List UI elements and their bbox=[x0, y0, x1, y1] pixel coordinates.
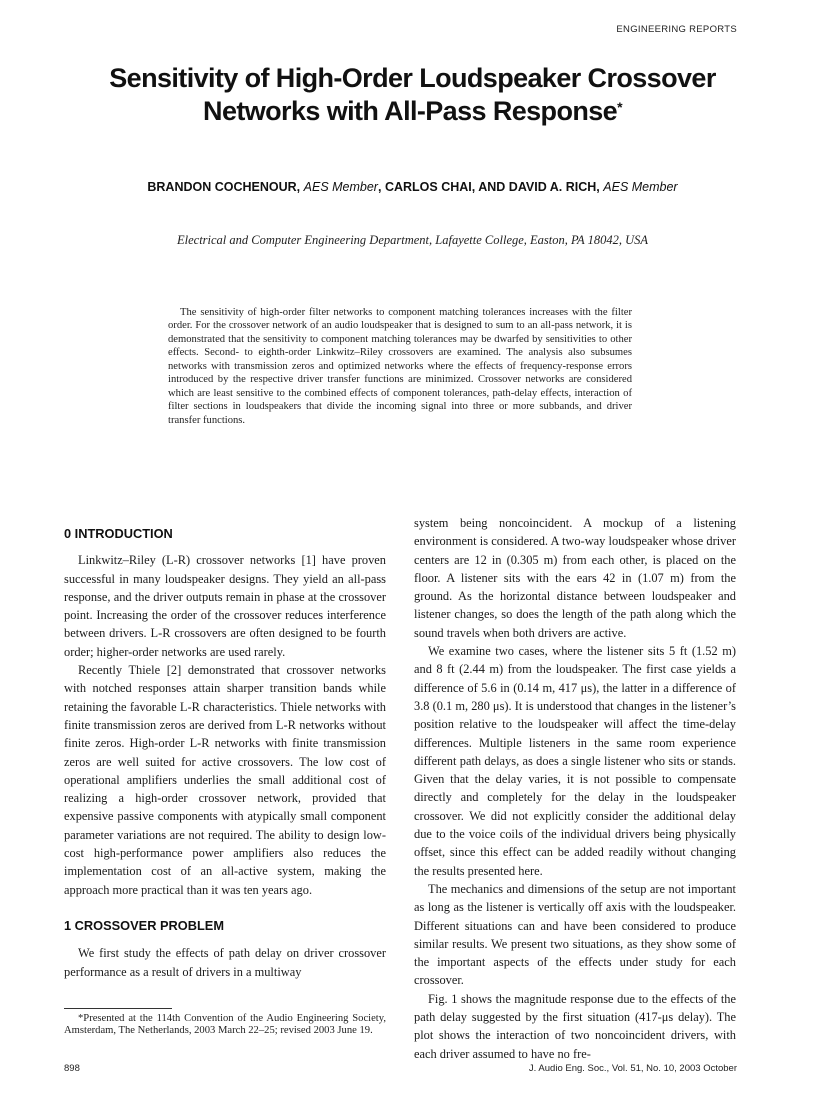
right-column bbox=[414, 514, 736, 1063]
author-3-membership: AES Member bbox=[603, 180, 678, 194]
right-paragraph-1: system being noncoincident. A mockup of a listening environment is considered. A two-way loudspeaker whose driver centers are 12 in (0.305 m) from each other, is placed on the floor. A listener sits with the ears 42 in (1.07 m) from the ground. As the horizontal distance between loudspeaker and listener changes, so does the length of the path along which the sound travels when both drivers are active. bbox=[414, 516, 736, 640]
section-heading-introduction: 0 INTRODUCTION bbox=[64, 526, 173, 541]
intro-paragraph-2: Recently Thiele [2] demonstrated that crossover networks with notched responses attain sharper transition bands while retaining the favorable L-R characteristics. Thiele networks with finite transmission zeros are derived from L-R networks without finite zeros. High-order L-R networks with finite transmission zeros are well suited for active crossovers. The low cost of operational amplifiers underlies the small additional cost of realizing a high-order crossover network, provided that expensive passive components with atypically small component parameter variations are not required. The ability to design low-cost high-performance power amplifiers also reduces the implementation cost of an all-active system, making the approach more practical than it was ten years ago. bbox=[64, 663, 386, 897]
abstract: The sensitivity of high-order filter networks to component matching tolerances increases with the filter order. For the crossover network of an audio loudspeaker that is designed to sum to an all-pass network, it is demonstrated that the sensitivity to component matching tolerances may be dwarfed by sensitivities to other effects. Second- to eighth-order Linkwitz–Riley crossovers are examined. The analysis also subsumes networks with transmission zeros and optimized networks where the effects of frequency-response errors introduced by the respective driver transfer functions are minimized. Crossover networks are considered which are least sensitive to the combined effects of component tolerances, path-delay effects, interaction of filter sections in loudspeakers that divide the incoming signal into three or more subbands, and driver transfer functions. bbox=[168, 307, 632, 426]
right-paragraph-2: We examine two cases, where the listener sits 5 ft (1.52 m) and 8 ft (2.44 m) from the loudspeaker. The first case yields a difference of 5.6 in (0.14 m, 417 μs), the latter in a difference of 3.8 (0.1 m, 280 μs). It is understood that changes in the listener’s position relative to the loudspeaker will affect the time-delay differences. Multiple listeners in the same room experience different path delays, as does a single listener who sits or stands. Given that the delay varies, it is not possible to compensate directly and completely for the delay in the loudspeaker crossover. We did not explicitly consider the additional delay due to the voice coils of the individual drivers being physically offset, since this effect can be added readily without changing the results presented here. bbox=[414, 644, 736, 878]
section-label: ENGINEERING REPORTS bbox=[616, 24, 737, 35]
paper-title-text: Sensitivity of High-Order Loudspeaker Crossover Networks with All-Pass Response bbox=[109, 63, 716, 126]
intro-paragraph-1: Linkwitz–Riley (L-R) crossover networks [1] have proven successful in many loudspeaker designs. They yield an all-pass response, and the driver outputs remain in phase at the crossover point. Increasing the order of the crossover reduces interference between drivers. L-R crossovers are often designed to be fourth order; higher-order networks are used rarely. bbox=[64, 553, 386, 659]
crossover-paragraph-1: We first study the effects of path delay on driver crossover performance as a result of drivers in a multiway bbox=[64, 946, 386, 979]
author-2-3: CARLOS CHAI, AND DAVID A. RICH, bbox=[384, 180, 600, 194]
journal-citation: J. Audio Eng. Soc., Vol. 51, No. 10, 2003 October bbox=[528, 1063, 737, 1074]
affiliation: Electrical and Computer Engineering Department, Lafayette College, Easton, PA 18042, USA bbox=[176, 233, 648, 247]
paper-title bbox=[60, 62, 765, 128]
footnote-divider bbox=[64, 1008, 172, 1009]
author-separator: , bbox=[377, 180, 382, 194]
title-footnote-marker: * bbox=[617, 99, 622, 115]
right-paragraph-4: Fig. 1 shows the magnitude response due to the effects of the path delay suggested by the first situation (417-μs delay). The plot shows the interaction of two noncoincident drivers, with each driver assumed to have no fre- bbox=[414, 991, 736, 1061]
author-line bbox=[40, 180, 785, 194]
left-column bbox=[64, 514, 386, 981]
page-number: 898 bbox=[64, 1063, 80, 1074]
author-1-membership: AES Member bbox=[303, 180, 378, 194]
section-heading-crossover-problem: 1 CROSSOVER PROBLEM bbox=[64, 917, 224, 933]
author-1: BRANDON COCHENOUR, bbox=[147, 180, 301, 194]
footnote: *Presented at the 114th Convention of the Audio Engineering Society, Amsterdam, The Netherlands, 2003 March 22–25; revised 2003 June 19. bbox=[64, 1013, 386, 1037]
right-paragraph-3: The mechanics and dimensions of the setup are not important as long as the listener is vertically off axis with the loudspeaker. Different situations can and have been considered to produce similar results. We present two situations, as they show some of the important aspects of the effects under study for each crossover. bbox=[414, 881, 736, 988]
